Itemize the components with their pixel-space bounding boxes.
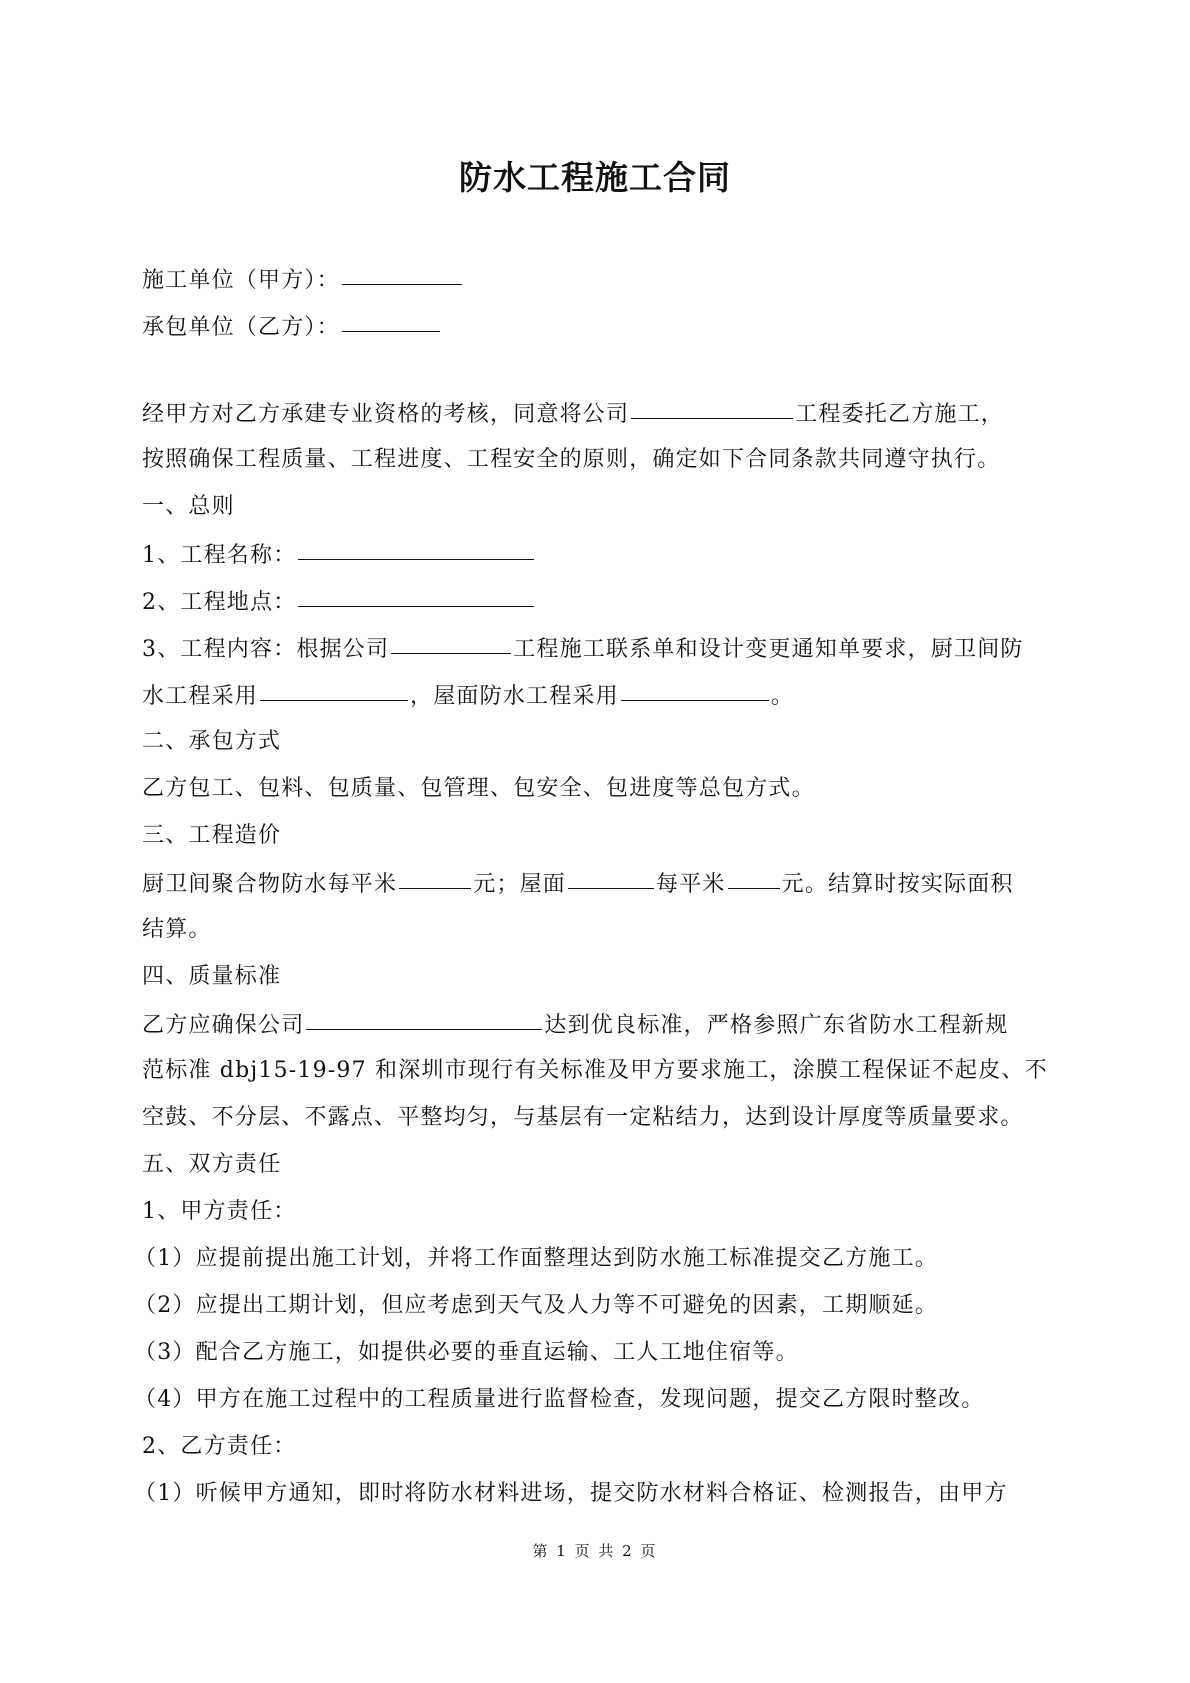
party-a-item-4: （4）甲方在施工过程中的工程质量进行监督检查，发现问题，提交乙方限时整改。 — [134, 1387, 985, 1412]
party-a-item-1: （1）应提前提出施工计划，并将工作面整理达到防水施工标准提交乙方施工。 — [134, 1246, 938, 1271]
project-content-text: 工程施工联系单和设计变更通知单要求，厨卫间防 — [513, 637, 1024, 662]
party-a-item-2: （2）应提出工期计划，但应考虑到天气及人力等不可避免的因素，工期顺延。 — [134, 1293, 938, 1318]
roof-type-blank — [568, 866, 654, 889]
quality-line-1 — [142, 1009, 1008, 1041]
party-b-line — [142, 311, 442, 343]
cost-line-1 — [142, 868, 1014, 900]
party-b-item-1: （1）听候甲方通知，即时将防水材料进场，提交防水材料合格证、检测报告，由甲方 — [134, 1481, 1008, 1506]
party-b-responsibility-heading: 2、乙方责任： — [142, 1434, 297, 1459]
party-b-blank — [342, 309, 440, 332]
intro-line-2: 按照确保工程质量、工程进度、工程安全的原则，确定如下合同条款共同遵守执行。 — [142, 447, 1001, 472]
section-heading-general: 一、总则 — [142, 494, 235, 519]
party-a-label: 施工单位（甲方）： — [142, 268, 340, 293]
project-content-text: 3、工程内容：根据公司 — [142, 637, 390, 662]
party-a-item-3: （3）配合乙方施工，如提供必要的垂直运输、工人工地住宿等。 — [134, 1340, 799, 1365]
project-content-text: 水工程采用 — [142, 684, 259, 709]
intro-text: 工程委托乙方施工， — [795, 402, 1005, 427]
contract-mode-text: 乙方包工、包料、包质量、包管理、包安全、包进度等总包方式。 — [142, 776, 815, 801]
party-a-blank — [342, 262, 462, 285]
kitchen-price-blank — [399, 866, 471, 889]
roof-price-blank — [728, 866, 780, 889]
company-blank — [391, 631, 511, 654]
section-heading-responsibilities: 五、双方责任 — [142, 1152, 282, 1177]
project-location-line — [142, 586, 536, 618]
page-footer: 第 1 页 共 2 页 — [532, 1542, 658, 1560]
intro-line-1 — [142, 398, 1004, 430]
project-content-line-2 — [142, 680, 794, 712]
project-content-line-1 — [142, 633, 1024, 665]
kitchen-material-blank — [260, 678, 408, 701]
project-name-blank — [298, 537, 534, 560]
cost-text: 元。结算时按实际面积 — [781, 872, 1014, 897]
section-heading-cost: 三、工程造价 — [142, 823, 282, 848]
quality-text: 乙方应确保公司 — [142, 1013, 305, 1038]
quality-text: 达到优良标准，严格参照广东省防水工程新规 — [544, 1013, 1009, 1038]
project-name-line — [142, 539, 536, 571]
cost-text: 厨卫间聚合物防水每平米 — [142, 872, 398, 897]
project-location-label: 2、工程地点： — [142, 590, 297, 615]
party-a-responsibility-heading: 1、甲方责任： — [142, 1199, 297, 1224]
party-a-line — [142, 264, 464, 296]
intro-text: 经甲方对乙方承建专业资格的考核，同意将公司 — [142, 402, 630, 427]
project-blank — [631, 396, 793, 419]
cost-line-2: 结算。 — [142, 917, 212, 942]
section-heading-quality: 四、质量标准 — [142, 964, 282, 989]
roof-material-blank — [621, 678, 769, 701]
section-heading-contract-mode: 二、承包方式 — [142, 729, 282, 754]
page-title: 防水工程施工合同 — [459, 158, 731, 197]
project-content-text: ，屋面防水工程采用 — [410, 684, 619, 709]
project-name-label: 1、工程名称： — [142, 543, 297, 568]
project-location-blank — [298, 584, 534, 607]
cost-text: 元；屋面 — [473, 872, 567, 897]
quality-line-3: 空鼓、不分层、不露点、平整均匀，与基层有一定粘结力，达到设计厚度等质量要求。 — [142, 1105, 1024, 1130]
quality-line-2: 范标准 dbj15-19-97 和深圳市现行有关标准及甲方要求施工，涂膜工程保证不起皮、不 — [142, 1058, 1048, 1083]
project-content-text: 。 — [770, 684, 795, 709]
quality-project-blank — [306, 1007, 542, 1030]
party-b-label: 承包单位（乙方）： — [142, 315, 340, 340]
cost-text: 每平米 — [656, 872, 726, 897]
